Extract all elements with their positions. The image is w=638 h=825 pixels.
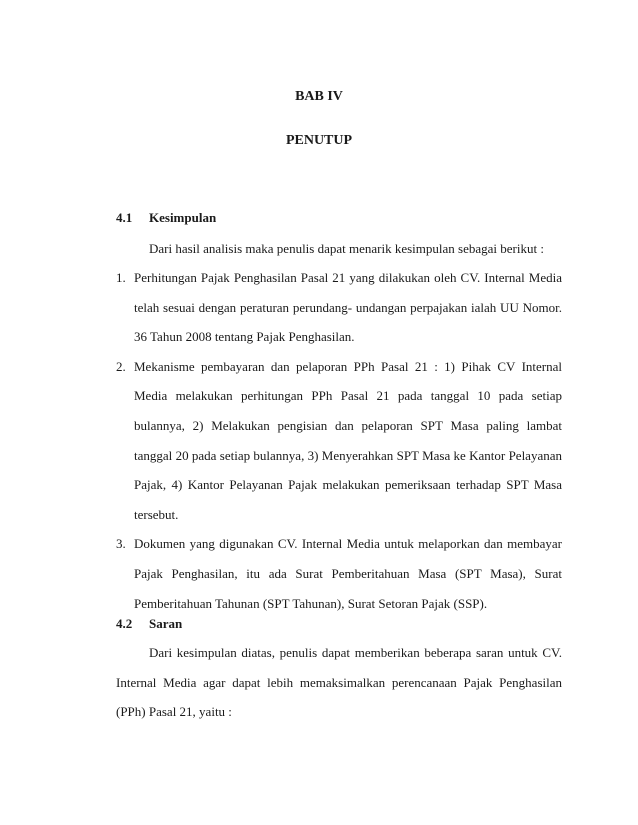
section-intro-paragraph: Dari kesimpulan diatas, penulis dapat memberikan beberapa saran untuk CV. Internal Media agar dapat lebih memaksimalkan perencanaan Pajak Penghasilan (PPh) Pasal 21, yaitu : — [116, 645, 562, 720]
list-marker: 2. — [116, 358, 126, 374]
list-item — [116, 263, 562, 352]
section-number: 4.1 — [116, 210, 133, 225]
list-marker: 3. — [116, 536, 126, 552]
section-title: Saran — [149, 616, 183, 631]
list-item-text: Dokumen yang digunakan CV. Internal Media untuk melaporkan dan membayar Pajak Penghasilan, itu ada Surat Pemberitahuan Masa (SPT Masa), Surat Pemberitahuan Tahunan (SPT Tahunan), Surat Setoran Pajak (SSP). — [134, 536, 562, 611]
list-item — [116, 529, 562, 618]
section-title: Kesimpulan — [149, 210, 217, 225]
section-number: 4.2 — [116, 616, 133, 631]
section-heading-kesimpulan — [116, 210, 216, 226]
chapter-title: PENUTUP — [285, 133, 353, 148]
section-intro-paragraph: Dari hasil analisis maka penulis dapat menarik kesimpulan sebagai berikut : — [149, 241, 544, 256]
chapter-number: BAB IV — [295, 89, 343, 104]
section-heading-saran — [116, 616, 182, 632]
conclusion-list — [116, 263, 562, 618]
list-item — [116, 352, 562, 530]
list-item-text: Mekanisme pembayaran dan pelaporan PPh Pasal 21 : 1) Pihak CV Internal Media melakukan perhitungan PPh Pasal 21 pada tanggal 10 pada setiap bulannya, 2) Melakukan pengisian dan pelaporan SPT Masa paling lambat tanggal 20 pada setiap bulannya, 3) Menyerahkan SPT Masa ke Kantor Pelayanan Pajak, 4) Kantor Pelayanan Pajak melakukan pemeriksaan terhadap SPT Masa tersebut. — [134, 358, 562, 522]
list-item-text: Perhitungan Pajak Penghasilan Pasal 21 yang dilakukan oleh CV. Internal Media telah sesuai dengan peraturan perundang- undangan perpajakan ialah UU Nomor. 36 Tahun 2008 tentang Pajak Penghasilan. — [134, 270, 562, 345]
list-marker: 1. — [116, 270, 126, 285]
